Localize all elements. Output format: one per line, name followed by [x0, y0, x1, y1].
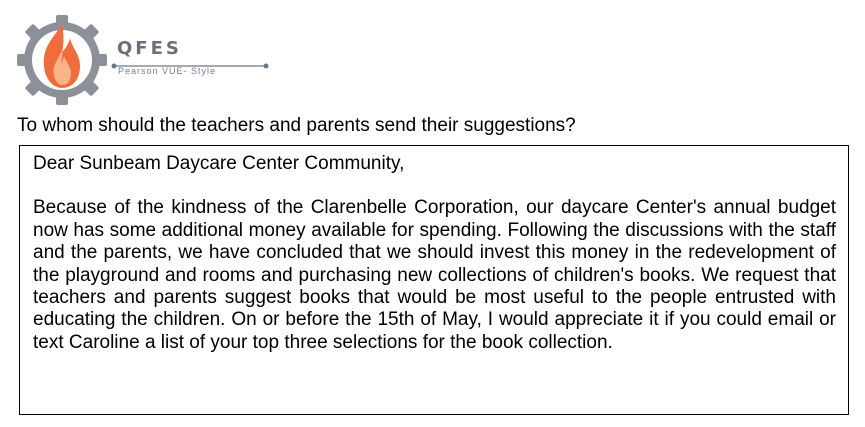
brand-name: QFES — [117, 38, 182, 59]
brand-logo — [14, 10, 274, 106]
passage-box — [19, 145, 849, 415]
question-prompt: To whom should the teachers and parents send their suggestions? — [17, 115, 576, 136]
passage-body: Because of the kindness of the Clarenbelle Corporation, our daycare Center's annual budget now has some additional money available for spending. Following the discussions with the staff and the parents, we have concluded that we should invest this money in the redevelopment of the playground and rooms and purchasing new collections of children's books. We request that teachers and parents suggest books that would be most useful to the people entrusted with educating the children. On or before the 15th of May, I would appreciate it if you could email or text Caroline a list of your top three selections for the book collection. — [33, 197, 836, 353]
passage-salutation: Dear Sunbeam Daycare Center Community, — [33, 153, 405, 174]
gear-flame-icon — [14, 10, 110, 106]
brand-subtitle: Pearson VUE- Style — [118, 66, 217, 76]
